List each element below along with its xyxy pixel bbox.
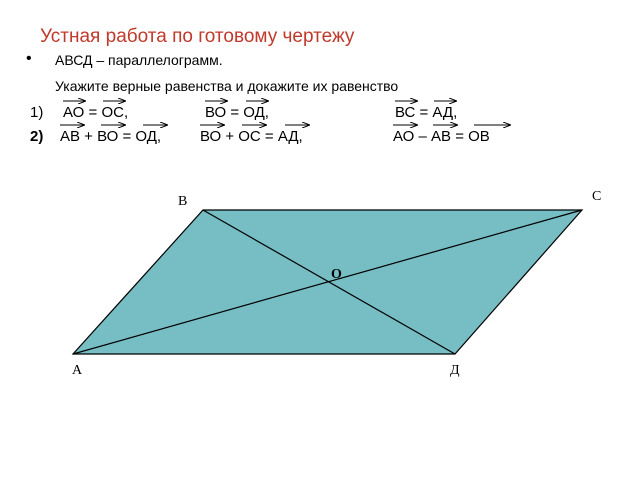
vertex-label-c: С	[592, 189, 602, 204]
task-instruction: Укажите верные равенства и докажите их равенство	[55, 78, 399, 94]
equality-1a: АО = ОС,	[63, 104, 129, 121]
equality-2a: АВ + ВО = ОД,	[60, 128, 162, 145]
equality-1c: ВС = АД,	[395, 104, 458, 121]
center-label-o: О	[331, 267, 342, 282]
equality-1b: ВО = ОД,	[205, 104, 269, 121]
vertex-label-b: В	[178, 194, 188, 209]
vertex-label-d: Д	[450, 363, 460, 378]
vertex-label-a: А	[72, 363, 83, 378]
item-number-1: 1)	[30, 104, 44, 121]
page-title: Устная работа по готовому чертежу	[40, 26, 355, 47]
bullet-marker: •	[26, 50, 32, 67]
equality-2b: ВО + ОС = АД,	[200, 128, 303, 145]
item-number-2: 2)	[30, 128, 44, 145]
statement-parallelogram: АВСД – параллелограмм.	[55, 52, 223, 68]
equality-2c: АО – АВ = ОВ	[393, 128, 490, 145]
